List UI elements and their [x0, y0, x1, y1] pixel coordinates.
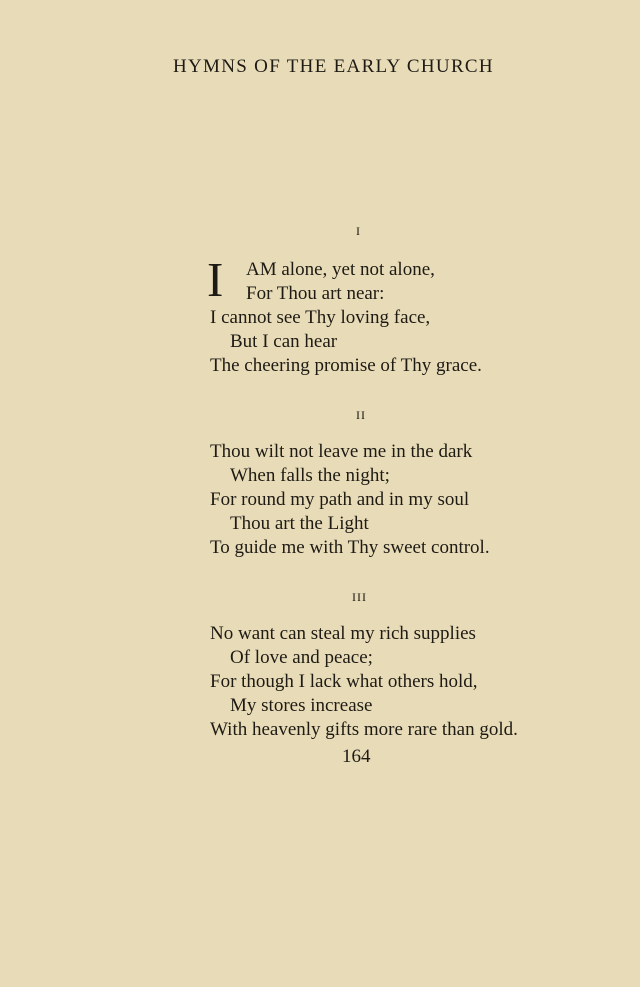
poem-line: With heavenly gifts more rare than gold. — [210, 719, 518, 740]
poem-line: For round my path and in my soul — [210, 489, 470, 510]
stanza-number-3: III — [352, 590, 367, 604]
drop-cap: I — [207, 252, 224, 307]
running-title: HYMNS OF THE EARLY CHURCH — [173, 56, 494, 77]
stanza-number-1: I — [356, 224, 361, 238]
poem-line: To guide me with Thy sweet control. — [210, 537, 490, 558]
poem-line: Of love and peace; — [230, 647, 373, 668]
stanza-number-2: II — [356, 408, 366, 422]
poem-line: My stores increase — [230, 695, 373, 716]
poem-line: Thou wilt not leave me in the dark — [210, 441, 473, 462]
poem-line: The cheering promise of Thy grace. — [210, 355, 482, 376]
poem-line: For Thou art near: — [246, 283, 385, 304]
poem-line: Thou art the Light — [230, 513, 369, 534]
poem-line: When falls the night; — [230, 465, 390, 486]
poem-line: I cannot see Thy loving face, — [210, 307, 431, 328]
page-number: 164 — [342, 746, 371, 767]
poem-line: For though I lack what others hold, — [210, 671, 478, 692]
poem-line: No want can steal my rich supplies — [210, 623, 476, 644]
poem-line: AM alone, yet not alone, — [246, 259, 435, 280]
poem-line: But I can hear — [230, 331, 338, 352]
